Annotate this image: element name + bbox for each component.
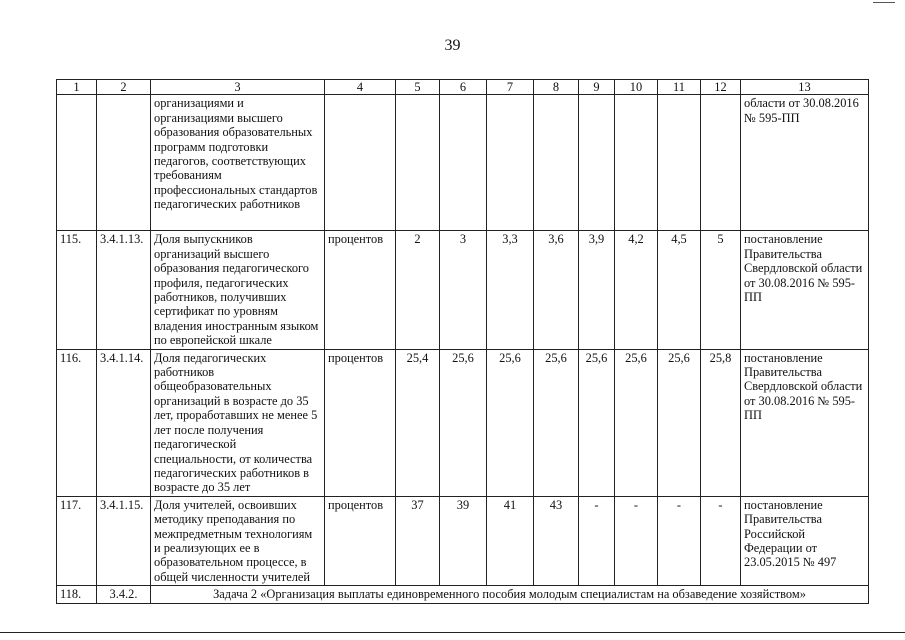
column-number: 12 (701, 80, 741, 95)
column-number: 7 (487, 80, 534, 95)
value-cell (701, 95, 741, 231)
row-code-cell (97, 95, 151, 231)
value-cell: - (615, 496, 658, 585)
column-number: 3 (151, 80, 325, 95)
value-cell (396, 95, 440, 231)
value-cell: 25,6 (579, 349, 615, 496)
column-number: 5 (396, 80, 440, 95)
value-cell (615, 95, 658, 231)
page-number: 39 (444, 37, 461, 54)
value-cell (579, 95, 615, 231)
basis-text: постановление Правительства Свердловской области от 30.08.2016 № 595-ПП (741, 349, 869, 496)
unit: процентов (325, 496, 396, 585)
value-cell (440, 95, 487, 231)
value-cell: 39 (440, 496, 487, 585)
indicator-text: Доля учителей, освоивших методику преподавания по межпредметным технологиям и реализующих ее в образовательном процессе, в общей численности учителей (151, 496, 325, 585)
unit: процентов (325, 349, 396, 496)
value-cell (534, 95, 579, 231)
value-cell: 4,5 (658, 231, 701, 349)
corner-mark (873, 2, 895, 3)
value-cell: 25,6 (615, 349, 658, 496)
value-cell: 3,6 (534, 231, 579, 349)
table-row (57, 496, 869, 585)
row-code: 3.4.1.14. (97, 349, 151, 496)
unit: процентов (325, 231, 396, 349)
basis-text: постановление Правительства Свердловской области от 30.08.2016 № 595-ПП (741, 231, 869, 349)
column-number: 2 (97, 80, 151, 95)
column-number: 4 (325, 80, 396, 95)
indicator-text: Доля педагогических работников общеобразовательных организаций в возрасте до 35 лет, проработавших не менее 5 лет после получения педагогической специальности, от количества педагогических работников в возрасте до 35 лет (151, 349, 325, 496)
row-code: 3.4.1.15. (97, 496, 151, 585)
value-cell: 41 (487, 496, 534, 585)
row-code: 3.4.1.13. (97, 231, 151, 349)
column-number: 10 (615, 80, 658, 95)
value-cell: 2 (396, 231, 440, 349)
row-code: 3.4.2. (97, 586, 151, 603)
value-cell: 5 (701, 231, 741, 349)
value-cell: 3,3 (487, 231, 534, 349)
value-cell: 25,6 (534, 349, 579, 496)
column-number: 1 (57, 80, 97, 95)
value-cell: 25,8 (701, 349, 741, 496)
basis-text: области от 30.08.2016 № 595-ПП (741, 95, 869, 231)
continuation-row (57, 95, 869, 231)
row-number: 118. (57, 586, 97, 603)
row-number-cell (57, 95, 97, 231)
table-row (57, 231, 869, 349)
value-cell: 25,4 (396, 349, 440, 496)
column-number: 6 (440, 80, 487, 95)
task-title: Задача 2 «Организация выплаты единовременного пособия молодым специалистам на обзаведение хозяйством» (151, 586, 869, 603)
row-number: 116. (57, 349, 97, 496)
indicator-table (56, 79, 869, 604)
value-cell: 3 (440, 231, 487, 349)
column-number: 8 (534, 80, 579, 95)
value-cell: 3,9 (579, 231, 615, 349)
value-cell: 25,6 (658, 349, 701, 496)
indicator-text: Доля выпускников организаций высшего образования педагогического профиля, педагогических работников, получивших сертификат по уровням владения иностранным языком по европейской шкале (151, 231, 325, 349)
basis-text: постановление Правительства Российской Федерации от 23.05.2015 № 497 (741, 496, 869, 585)
unit-cell (325, 95, 396, 231)
value-cell: 43 (534, 496, 579, 585)
value-cell (658, 95, 701, 231)
column-number-row (57, 80, 869, 95)
column-number: 13 (741, 80, 869, 95)
value-cell: - (701, 496, 741, 585)
column-number: 11 (658, 80, 701, 95)
value-cell: 37 (396, 496, 440, 585)
value-cell: 4,2 (615, 231, 658, 349)
table-row (57, 349, 869, 496)
column-number: 9 (579, 80, 615, 95)
indicator-text: организациями и организациями высшего образования образовательных программ подготовки педагогов, соответствующих требованиям профессиональных стандартов педагогических работников (151, 95, 325, 231)
page-bottom-line (0, 632, 905, 633)
value-cell (487, 95, 534, 231)
value-cell: 25,6 (440, 349, 487, 496)
value-cell: - (579, 496, 615, 585)
value-cell: 25,6 (487, 349, 534, 496)
value-cell: - (658, 496, 701, 585)
row-number: 117. (57, 496, 97, 585)
row-number: 115. (57, 231, 97, 349)
task-row (57, 586, 869, 603)
